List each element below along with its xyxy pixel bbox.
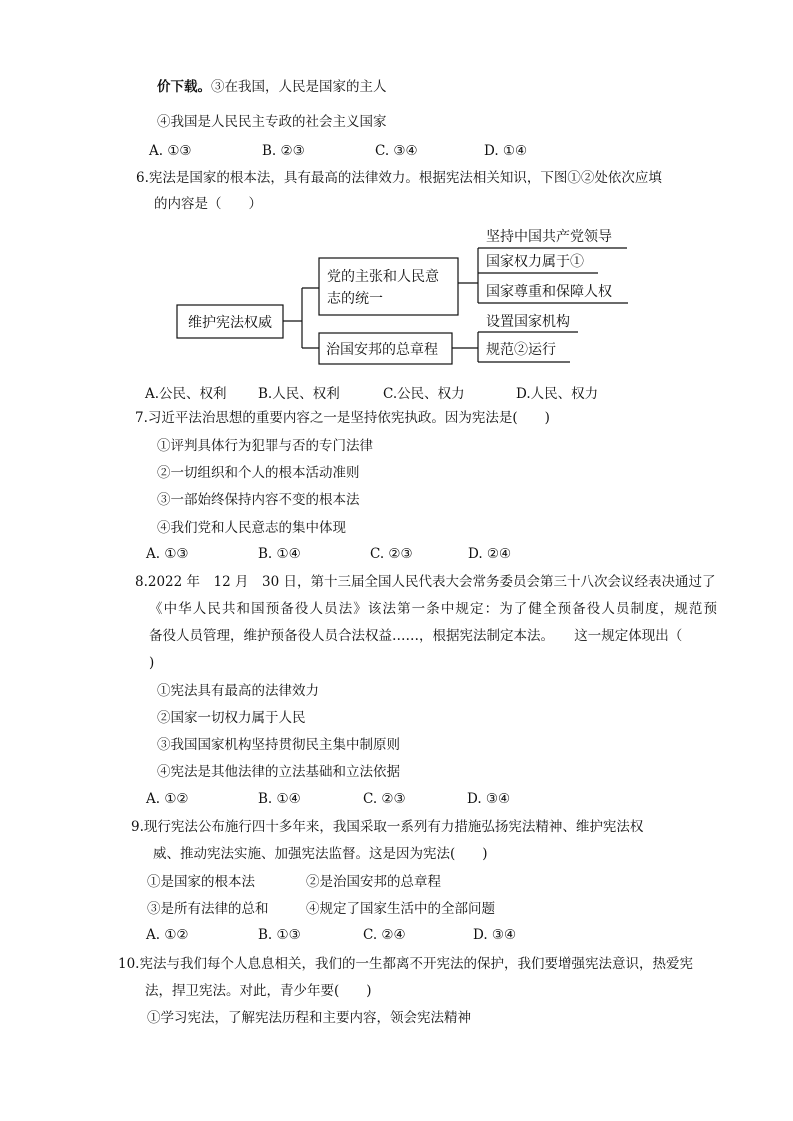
diagram-mid-top-line2: 志的统一 — [327, 291, 383, 307]
q7-item-3: ③一部始终保持内容不变的根本法 — [157, 492, 360, 508]
top-item-4: ④我国是人民民主专政的社会主义国家 — [157, 114, 387, 130]
top-item-3: ③在我国，人民是国家的主人 — [211, 79, 387, 95]
diagram-mid-bottom-label: 治国安邦的总章程 — [326, 342, 438, 358]
q6-diagram — [0, 0, 793, 380]
q6-option-c[interactable]: C.公民、权力 — [383, 386, 465, 402]
q8-item-2: ②国家一切权力属于人民 — [157, 710, 306, 726]
q8-item-3: ③我国国家机构坚持贯彻民主集中制原则 — [157, 737, 400, 753]
q8-stem-line3: 备役人员管理，维护预备役人员合法权益……，根据宪法制定本法。 这一规定体现出（ — [149, 628, 683, 644]
top-option-d[interactable]: D. ①④ — [484, 143, 528, 159]
q9-stem-line1: 9.现行宪法公布施行四十多年来，我国采取一系列有力措施弘扬宪法精神、维护宪法权 — [131, 819, 644, 835]
q9-item-2: ②是治国安邦的总章程 — [306, 874, 441, 890]
q9-item-3: ③是所有法律的总和 — [147, 901, 269, 917]
diagram-mid-top-line1: 党的主张和人民意 — [327, 269, 439, 285]
q7-item-2: ②一切组织和个人的根本活动准则 — [157, 465, 360, 481]
q8-stem-line2: 《中华人民共和国预备役人员法》该法第一条中规定：为了健全预备役人员制度，规范预 — [149, 601, 717, 617]
diagram-leaf-2: 国家权力属于① — [486, 254, 584, 270]
q7-option-b[interactable]: B. ①④ — [258, 546, 301, 562]
diagram-leaf-4: 设置国家机构 — [486, 314, 570, 330]
q9-stem-line2: 威、推动宪法实施、加强宪法监督。这是因为宪法( ) — [153, 846, 488, 862]
q8-item-4: ④宪法是其他法律的立法基础和立法依据 — [157, 764, 400, 780]
top-option-c[interactable]: C. ③④ — [375, 143, 418, 159]
q6-option-d[interactable]: D.人民、权力 — [516, 386, 599, 402]
q9-option-d[interactable]: D. ③④ — [473, 927, 517, 943]
q9-item-1: ①是国家的根本法 — [147, 874, 255, 890]
q7-stem: 7.习近平法治思想的重要内容之一是坚持依宪执政。因为宪法是( ) — [135, 410, 550, 426]
q7-item-4: ④我们党和人民意志的集中体现 — [157, 520, 346, 536]
diagram-leaf-3: 国家尊重和保障人权 — [486, 284, 612, 300]
q9-option-a[interactable]: A. ①② — [146, 927, 189, 943]
q9-item-4: ④规定了国家生活中的全部问题 — [306, 901, 495, 917]
q9-option-c[interactable]: C. ②④ — [363, 927, 406, 943]
q8-stem-line1: 8.2022 年 12 月 30 日，第十三届全国人民代表大会常务委员会第三十八次会议经表决通过了 — [135, 574, 716, 590]
q8-stem-line4: ) — [149, 655, 155, 671]
q8-option-b[interactable]: B. ①④ — [258, 791, 301, 807]
q7-option-a[interactable]: A. ①③ — [146, 546, 189, 562]
q10-stem-line2: 法，捍卫宪法。对此，青少年要( ) — [145, 983, 372, 999]
q6-option-b[interactable]: B.人民、权利 — [258, 386, 340, 402]
q10-item-1: ①学习宪法，了解宪法历程和主要内容，领会宪法精神 — [147, 1010, 471, 1026]
q6-stem-line2: 的内容是（ ） — [154, 196, 262, 212]
q6-option-a[interactable]: A.公民、权利 — [145, 386, 227, 402]
q8-item-1: ①宪法具有最高的法律效力 — [157, 683, 319, 699]
top-bold-prefix: 价下载。 — [157, 79, 211, 95]
top-option-b[interactable]: B. ②③ — [262, 143, 305, 159]
q8-option-d[interactable]: D. ③④ — [467, 791, 511, 807]
diagram-leaf-5: 规范②运行 — [486, 342, 556, 358]
q9-option-b[interactable]: B. ①③ — [258, 927, 301, 943]
q6-stem-line1: 6.宪法是国家的根本法，具有最高的法律效力。根据宪法相关知识，下图①②处依次应填 — [136, 170, 662, 186]
q10-stem-line1: 10.宪法与我们每个人息息相关，我们的一生都离不开宪法的保护，我们要增强宪法意识，热爱宪 — [118, 956, 693, 972]
q7-item-1: ①评判具体行为犯罪与否的专门法律 — [157, 438, 373, 454]
diagram-root-label: 维护宪法权威 — [188, 315, 272, 331]
diagram-leaf-1: 坚持中国共产党领导 — [486, 229, 612, 245]
q7-option-d[interactable]: D. ②④ — [468, 546, 512, 562]
top-option-a[interactable]: A. ①③ — [149, 143, 192, 159]
q8-option-c[interactable]: C. ②③ — [363, 791, 406, 807]
q8-option-a[interactable]: A. ①② — [146, 791, 189, 807]
q7-option-c[interactable]: C. ②③ — [370, 546, 413, 562]
